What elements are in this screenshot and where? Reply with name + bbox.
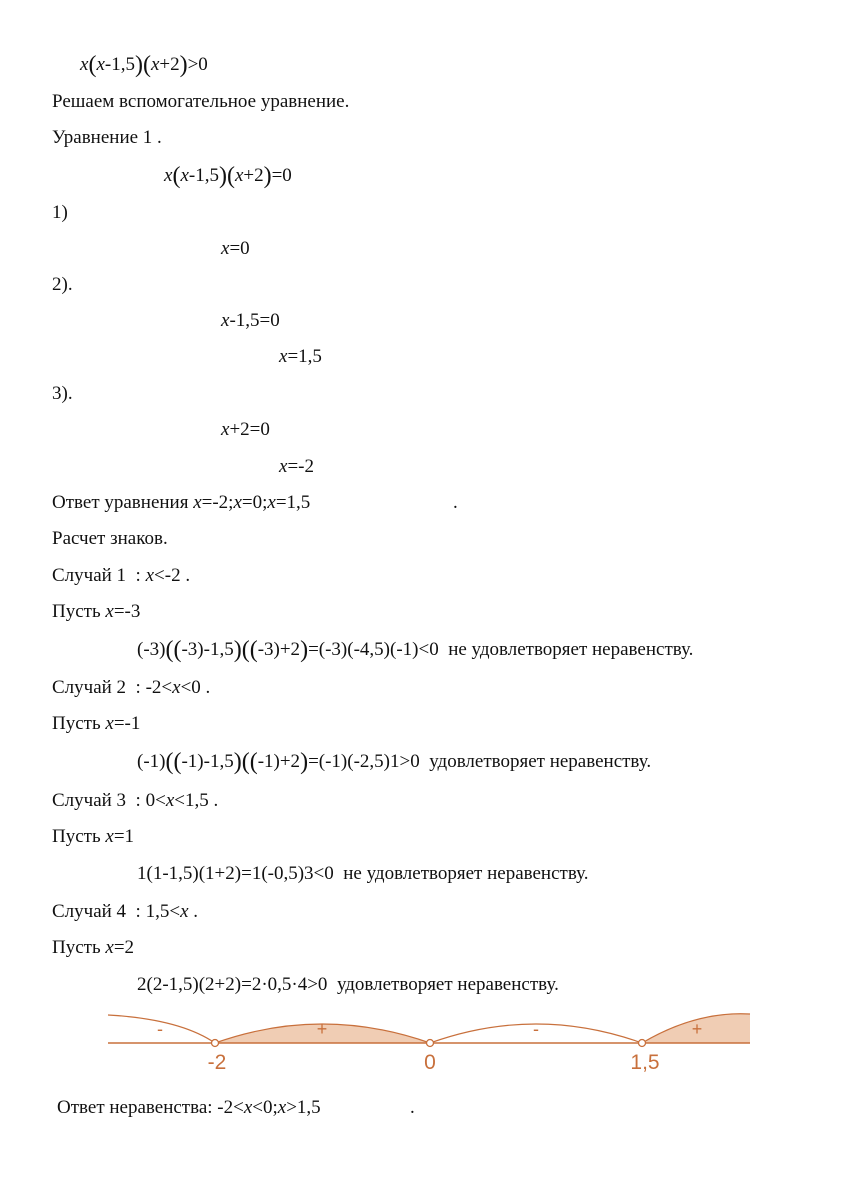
step-3-root: x=-2 (279, 456, 314, 477)
auxiliary-equation: x(x-1,5)(x+2)=0 (164, 163, 292, 189)
final-answer: Ответ неравенства: -2<x<0;x>1,5 (57, 1097, 321, 1118)
point-marker-1 (212, 1040, 219, 1047)
case-3-let: Пусть x=1 (52, 826, 135, 847)
case-3-title: Случай 3 : 0<x<1,5 . (52, 790, 219, 811)
case-2-title: Случай 2 : -2<x<0 . (52, 677, 211, 698)
case-4-verdict: удовлетворяет неравенству. (336, 974, 559, 995)
point-marker-2 (427, 1040, 434, 1047)
point-label-2: 0 (424, 1051, 436, 1074)
case-4-title: Случай 4 : 1,5<x . (52, 901, 198, 922)
interval-sign-3: - (533, 1019, 539, 1039)
case-4-let: Пусть x=2 (52, 937, 135, 958)
case-3-expression: 1(1-1,5)(1+2)=1(-0,5)3<0 (137, 863, 334, 884)
case-2-calc: (-1)((-1)-1,5)((-1)+2)=(-1)(-2,5)1>0 удовлетворяет неравенству. (137, 749, 652, 775)
point-label-3: 1,5 (630, 1051, 660, 1074)
step-3-equation: x+2=0 (221, 419, 270, 440)
equation-answer: Ответ уравнения x=-2;x=0;x=1,5 (52, 492, 311, 513)
case-2-let: Пусть x=-1 (52, 713, 141, 734)
case-2-verdict: удовлетворяет неравенству. (429, 751, 652, 772)
number-line (0, 1005, 849, 1085)
signs-title: Расчет знаков. (52, 528, 168, 549)
step-2-equation: x-1,5=0 (221, 310, 280, 331)
equation-title: Уравнение 1 . (52, 127, 162, 148)
final-answer-label: Ответ неравенства: (57, 1097, 218, 1118)
point-marker-3 (639, 1040, 646, 1047)
case-1-calc: (-3)((-3)-1,5)((-3)+2)=(-3)(-4,5)(-1)<0 не удовлетворяет неравенству. (137, 637, 694, 663)
case-4-calc (137, 973, 559, 997)
step-1-equation: x=0 (221, 238, 250, 259)
case-3-verdict: не удовлетворяет неравенству. (343, 863, 589, 884)
interval-sign-1: - (157, 1019, 163, 1039)
case-1-let: Пусть x=-3 (52, 601, 141, 622)
step-2-root: x=1,5 (279, 346, 322, 367)
step-2-number: 2). (52, 274, 73, 295)
final-answer-dot: . (410, 1097, 415, 1118)
case-4-expression: 2(2-1,5)(2+2)=2·0,5·4>0 (137, 974, 328, 995)
equation-answer-label: Ответ уравнения (52, 492, 194, 513)
inequality: x(x-1,5)(x+2)>0 (80, 52, 208, 78)
case-3-calc (137, 862, 589, 886)
solve-aux-text: Решаем вспомогательное уравнение. (52, 91, 350, 112)
case-1-title: Случай 1 : x<-2 . (52, 565, 191, 586)
case-1-verdict: не удовлетворяет неравенству. (448, 639, 694, 660)
point-label-1: -2 (207, 1051, 227, 1074)
step-3-number: 3). (52, 383, 73, 404)
step-1-number: 1) (52, 202, 68, 223)
interval-sign-4: + (691, 1019, 703, 1039)
interval-sign-2: + (316, 1019, 328, 1039)
equation-answer-dot: . (453, 492, 458, 513)
